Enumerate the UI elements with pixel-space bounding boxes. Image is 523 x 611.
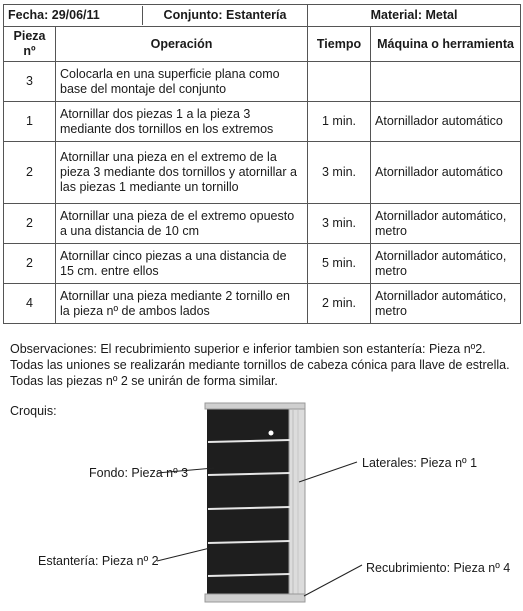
cell-pieza: 2 xyxy=(4,244,56,284)
cell-maquina: Atornillador automático xyxy=(371,142,521,204)
col-header-pieza: Pieza nº xyxy=(4,27,56,62)
shelf-unit-drawing xyxy=(205,403,305,602)
cell-tiempo xyxy=(308,62,371,102)
cell-pieza: 3 xyxy=(4,62,56,102)
shelf-top-cover xyxy=(205,403,305,409)
operations-table xyxy=(3,4,521,324)
shelf-sketch xyxy=(0,400,523,611)
cell-operacion: Atornillar cinco piezas a una distancia de 15 cm. entre ellos xyxy=(56,244,308,284)
conjunto-field: Conjunto: Estantería xyxy=(163,8,287,22)
leader-estanteria xyxy=(157,548,210,561)
shelf-bottom-cover xyxy=(205,594,305,602)
table-row xyxy=(4,244,521,284)
cell-operacion: Atornillar una pieza mediante 2 tornillo en la pieza nº de ambos lados xyxy=(56,284,308,324)
table-row xyxy=(4,102,521,142)
table-row xyxy=(4,284,521,324)
table-row xyxy=(4,142,521,204)
cell-maquina xyxy=(371,62,521,102)
column-header-row xyxy=(4,27,521,62)
col-header-operacion: Operación xyxy=(56,27,308,62)
label-estanteria: Estantería: Pieza nº 2 xyxy=(38,554,159,568)
cell-operacion: Atornillar una pieza en el extremo de la pieza 3 mediante dos tornillos y atornillar a las piezas 1 mediante un tornillo xyxy=(56,142,308,204)
cell-maquina: Atornillador automático, metro xyxy=(371,204,521,244)
cell-tiempo: 1 min. xyxy=(308,102,371,142)
table-row xyxy=(4,204,521,244)
label-laterales: Laterales: Pieza nº 1 xyxy=(362,456,478,470)
label-fondo: Fondo: Pieza nº 3 xyxy=(89,466,189,480)
fecha-field: Fecha: 29/06/11 xyxy=(4,6,143,25)
cell-pieza: 1 xyxy=(4,102,56,142)
cell-operacion: Colocarla en una superficie plana como base del montaje del conjunto xyxy=(56,62,308,102)
cell-operacion: Atornillar una pieza de el extremo opuesto a una distancia de 10 cm xyxy=(56,204,308,244)
cell-tiempo: 5 min. xyxy=(308,244,371,284)
observaciones-text: Observaciones: El recubrimiento superior e inferior tambien son estantería: Pieza nº2. Todas las uniones se realizarán mediante tornillos de cabeza cónica para llave de estrella. Todas las piezas nº 2 se unirán de forma similar. xyxy=(10,342,510,388)
shelf-side-panel xyxy=(289,408,305,598)
croquis-label: Croquis: xyxy=(10,404,57,418)
cell-tiempo: 2 min. xyxy=(308,284,371,324)
leader-recubrimiento xyxy=(304,565,362,596)
table-row xyxy=(4,62,521,102)
material-field: Material: Metal xyxy=(308,5,521,27)
cell-maquina: Atornillador automático, metro xyxy=(371,244,521,284)
cell-pieza: 2 xyxy=(4,142,56,204)
cell-tiempo: 3 min. xyxy=(308,204,371,244)
cell-pieza: 4 xyxy=(4,284,56,324)
screw-dot xyxy=(269,431,274,436)
shelf-back-panel xyxy=(207,406,293,598)
col-header-maquina: Máquina o herramienta xyxy=(371,27,521,62)
cell-tiempo: 3 min. xyxy=(308,142,371,204)
leader-laterales xyxy=(299,462,357,482)
cell-maquina: Atornillador automático, metro xyxy=(371,284,521,324)
col-header-tiempo: Tiempo xyxy=(308,27,371,62)
cell-operacion: Atornillar dos piezas 1 a la pieza 3 mediante dos tornillos en los extremos xyxy=(56,102,308,142)
cell-maquina: Atornillador automático xyxy=(371,102,521,142)
header-row xyxy=(4,5,521,27)
cell-pieza: 2 xyxy=(4,204,56,244)
label-recubrimiento: Recubrimiento: Pieza nº 4 xyxy=(366,561,511,575)
